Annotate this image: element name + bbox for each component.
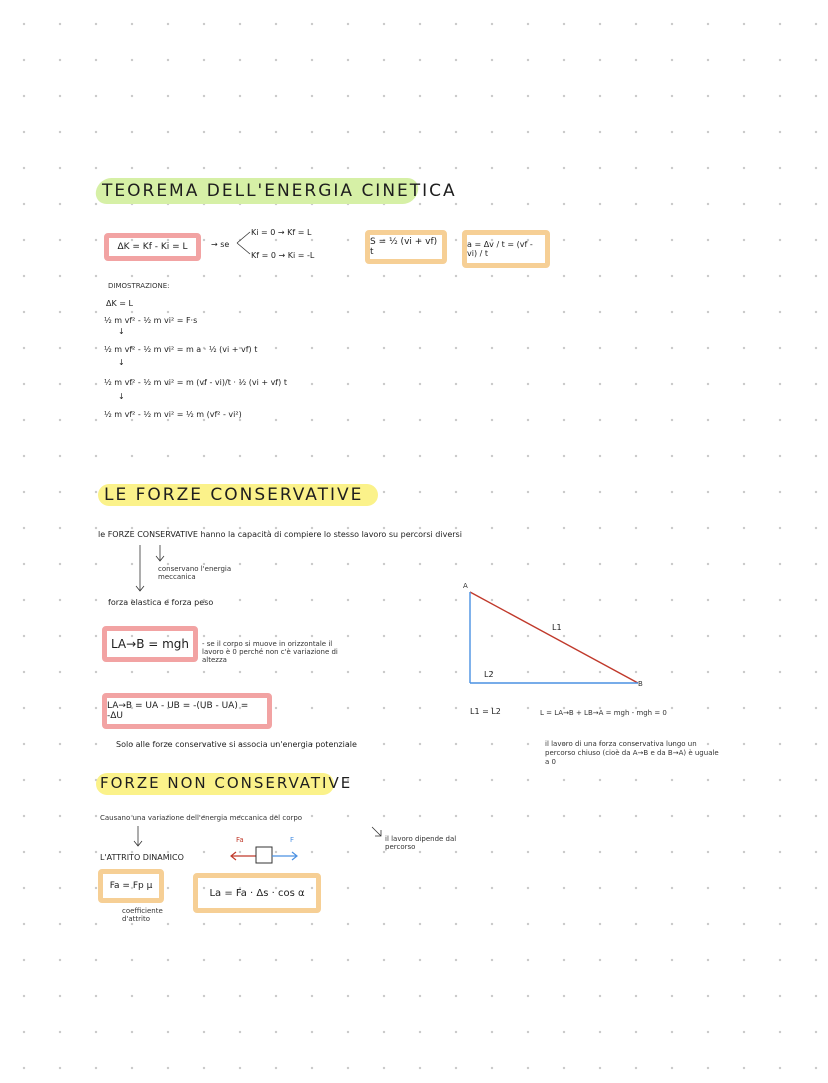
force-examples: forza elastica e forza peso — [108, 598, 214, 607]
work-mgh-box — [102, 626, 198, 662]
branch-arrow-down — [237, 243, 250, 254]
if-arrow-label: → se — [211, 240, 230, 249]
conservative-intro: le FORZE CONSERVATIVE hanno la capacità di compiere lo stesso lavoro su percorsi diversi — [98, 530, 462, 539]
friction-diagram — [226, 843, 302, 869]
demo-line-4: ½ m vf² - ½ m vi² = m (vf - vi)/t · ½ (vi + vf) t — [104, 378, 287, 387]
theorem-formula: ΔK = Kf - Ki = L — [117, 242, 188, 252]
friction-box — [98, 869, 164, 903]
down-arrow-3: ↓ — [118, 392, 125, 401]
horizontal-work-note: - se il corpo si muove in orizzontale il lavoro è 0 perché non c'è variazione di altezza — [202, 640, 338, 664]
friction-work-formula: La = Fa · Δs · cos α — [209, 887, 305, 899]
potential-energy-box — [102, 693, 272, 729]
vertex-b-label: B — [638, 680, 643, 688]
nonconservative-intro: Causano una variazione dell'energia meccanica del corpo — [100, 814, 303, 822]
demo-line-5: ½ m vf² - ½ m vi² = ½ m (vf² - vi²) — [104, 410, 242, 419]
applied-force-label: F — [290, 836, 295, 844]
case-kf-zero: Kf = 0 → Ki = -L — [251, 251, 315, 260]
note-arrow — [370, 825, 384, 839]
demo-line-1: ΔK = L — [106, 299, 133, 308]
block — [256, 847, 272, 863]
case-ki-zero: Ki = 0 → Kf = L — [251, 228, 312, 237]
displacement-box — [365, 230, 447, 264]
demo-line-2: ½ m vf² - ½ m vi² = F·s — [104, 316, 198, 325]
down-arrow-2: ↓ — [118, 358, 125, 367]
demo-line-3: ½ m vf² - ½ m vi² = m a · ½ (vi + vf) t — [104, 345, 258, 354]
conserve-energy-note: conservano l'energia meccanica — [158, 565, 232, 581]
theorem-box — [104, 233, 201, 261]
intro-down-arrow — [132, 824, 144, 850]
hypotenuse-label: L1 — [552, 623, 562, 632]
closed-path-formula: L = LA→B + LB→A = mgh - mgh = 0 — [540, 709, 667, 717]
potential-note: Solo alle forze conservative si associa un'energia potenziale — [116, 740, 357, 749]
demo-label: DIMOSTRAZIONE: — [108, 282, 170, 290]
work-equality: L1 = L2 — [470, 707, 501, 716]
triangle-hypotenuse — [470, 592, 638, 683]
path-dependence-note: il lavoro dipende dal percorso — [385, 835, 457, 851]
section-title-kinetic-energy: TEOREMA DELL'ENERGIA CINETICA — [102, 181, 457, 201]
acceleration-formula: a = Δv / t = (vf - vi) / t — [467, 240, 533, 258]
friction-work-box — [193, 873, 321, 913]
friction-example: L'ATTRITO DINAMICO — [100, 853, 184, 862]
friction-force-label: Fa — [236, 836, 244, 844]
down-arrow-1: ↓ — [118, 327, 125, 336]
friction-formula: Fa = Fp μ — [109, 881, 153, 891]
branch-arrows — [236, 228, 252, 258]
closed-path-note: il lavoro di una forza conservativa lungo un percorso chiuso (cioè da A→B e da B→A) è uguale a 0 — [545, 740, 719, 766]
work-mgh-formula: LA→B = mgh — [110, 637, 190, 651]
acceleration-box — [462, 230, 550, 268]
friction-coefficient-note: coefficiente d'attrito — [122, 907, 163, 923]
leg-label: L2 — [484, 670, 494, 679]
displacement-formula: S = ½ (vi + vf) t — [370, 237, 438, 257]
vertex-a-label: A — [463, 582, 468, 590]
section-title-conservative: LE FORZE CONSERVATIVE — [104, 485, 364, 505]
branch-arrow-up — [237, 232, 250, 243]
section-title-nonconservative: FORZE NON CONSERVATIVE — [100, 774, 353, 792]
potential-energy-formula: LA→B = UA - UB = -(UB - UA) = -ΔU — [107, 701, 249, 721]
